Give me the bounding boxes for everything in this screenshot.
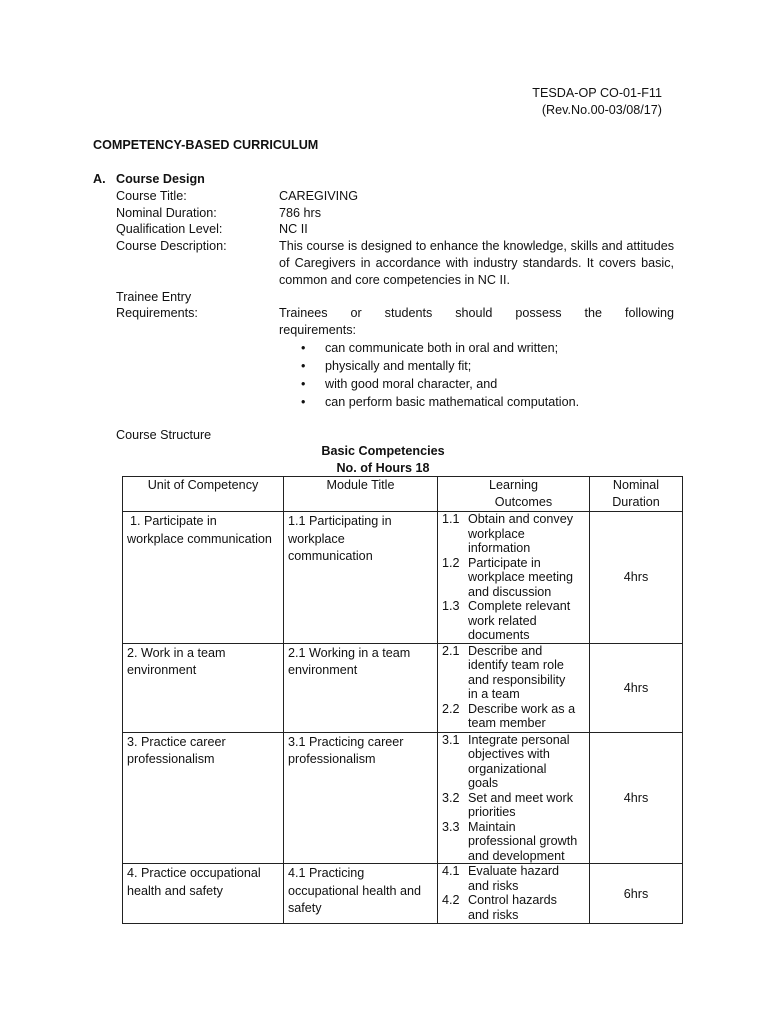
duration-cell: 4hrs bbox=[590, 732, 683, 864]
table-header-row bbox=[123, 477, 683, 512]
duration-cell: 4hrs bbox=[590, 643, 683, 732]
header-unit: Unit of Competency bbox=[123, 477, 284, 512]
table-row bbox=[123, 864, 683, 924]
outcomes-cell bbox=[438, 864, 590, 924]
table-row bbox=[123, 643, 683, 732]
list-item: • with good moral character, and bbox=[301, 377, 498, 391]
unit-cell: 3. Practice career professionalism bbox=[123, 732, 284, 864]
list-item: • can perform basic mathematical computation. bbox=[301, 395, 580, 409]
outcome-item: 4.1 Evaluate hazard and risks bbox=[442, 864, 560, 893]
outcome-item: 4.2 Control hazards and risks bbox=[442, 893, 557, 922]
unit-cell: 2. Work in a team environment bbox=[123, 643, 284, 732]
module-cell: 2.1 Working in a team environment bbox=[284, 643, 438, 732]
list-item: • can communicate both in oral and written; bbox=[301, 341, 559, 355]
bullet-icon: • bbox=[301, 359, 306, 373]
outcome-item: 1.1 Obtain and convey workplace information bbox=[442, 512, 574, 555]
table-row bbox=[123, 512, 683, 644]
bullet-icon: • bbox=[301, 341, 306, 355]
outcome-item: 1.2 Participate in workplace meeting and discussion bbox=[442, 555, 573, 599]
requirements-label: Requirements: bbox=[116, 306, 198, 320]
qualification-level-value: NC II bbox=[279, 222, 308, 236]
header-learning-outcomes: Learning Outcomes bbox=[438, 477, 590, 512]
table-row bbox=[123, 732, 683, 864]
table-hours: No. of Hours 18 bbox=[336, 461, 430, 475]
list-item: • physically and mentally fit; bbox=[301, 359, 472, 373]
nominal-duration-label: Nominal Duration: bbox=[116, 206, 217, 220]
duration-cell: 6hrs bbox=[590, 864, 683, 924]
unit-cell: 1. Participate in workplace communication bbox=[123, 512, 284, 644]
requirements-list bbox=[279, 339, 579, 411]
duration-cell: 4hrs bbox=[590, 512, 683, 644]
unit-cell: 4. Practice occupational health and safety bbox=[123, 864, 284, 924]
outcome-item: 3.3 Maintain professional growth and development bbox=[442, 819, 578, 863]
revision-number: (Rev.No.00-03/08/17) bbox=[541, 103, 662, 117]
competency-table bbox=[122, 476, 683, 924]
form-code: TESDA-OP CO-01-F11 bbox=[532, 86, 662, 100]
nominal-duration-value: 786 hrs bbox=[279, 206, 322, 220]
trainee-entry-label: Trainee Entry bbox=[116, 290, 192, 304]
document-title: COMPETENCY-BASED CURRICULUM bbox=[93, 138, 319, 152]
trainee-requirements-intro: Trainees or students should possess the following bbox=[279, 306, 674, 320]
header-nominal-duration: Nominal Duration bbox=[590, 477, 683, 512]
outcomes-cell bbox=[438, 512, 590, 644]
course-description-text: This course is designed to enhance the knowledge, skills and attitudes of Caregivers in accordance with industry standards. It covers basic, common and core competencies in NC II. bbox=[279, 239, 674, 287]
section-letter: A. bbox=[93, 172, 106, 186]
bullet-icon: • bbox=[301, 377, 306, 391]
module-cell: 3.1 Practicing career professionalism bbox=[284, 732, 438, 864]
module-cell: 1.1 Participating in workplace communication bbox=[284, 512, 438, 644]
outcome-item: 3.1 Integrate personal objectives with organizational goals bbox=[442, 732, 570, 790]
course-structure-label: Course Structure bbox=[116, 428, 212, 442]
outcomes-cell bbox=[438, 732, 590, 864]
outcome-item: 2.2 Describe work as a team member bbox=[442, 701, 576, 730]
outcome-item: 1.3 Complete relevant work related documents bbox=[442, 599, 571, 642]
course-description-label: Course Description: bbox=[116, 239, 227, 253]
qualification-level-label: Qualification Level: bbox=[116, 222, 223, 236]
outcome-item: 2.1 Describe and identify team role and responsibility in a team bbox=[442, 643, 566, 701]
trainee-requirements-intro-cont: requirements: bbox=[279, 323, 356, 337]
table-title: Basic Competencies bbox=[321, 444, 445, 458]
outcomes-cell bbox=[438, 643, 590, 732]
section-title: Course Design bbox=[116, 172, 205, 186]
course-title-label: Course Title: bbox=[116, 189, 187, 203]
module-cell: 4.1 Practicing occupational health and safety bbox=[284, 864, 438, 924]
course-title-value: CAREGIVING bbox=[279, 189, 359, 203]
bullet-icon: • bbox=[301, 395, 306, 409]
header-module: Module Title bbox=[284, 477, 438, 512]
outcome-item: 3.2 Set and meet work priorities bbox=[442, 790, 573, 819]
